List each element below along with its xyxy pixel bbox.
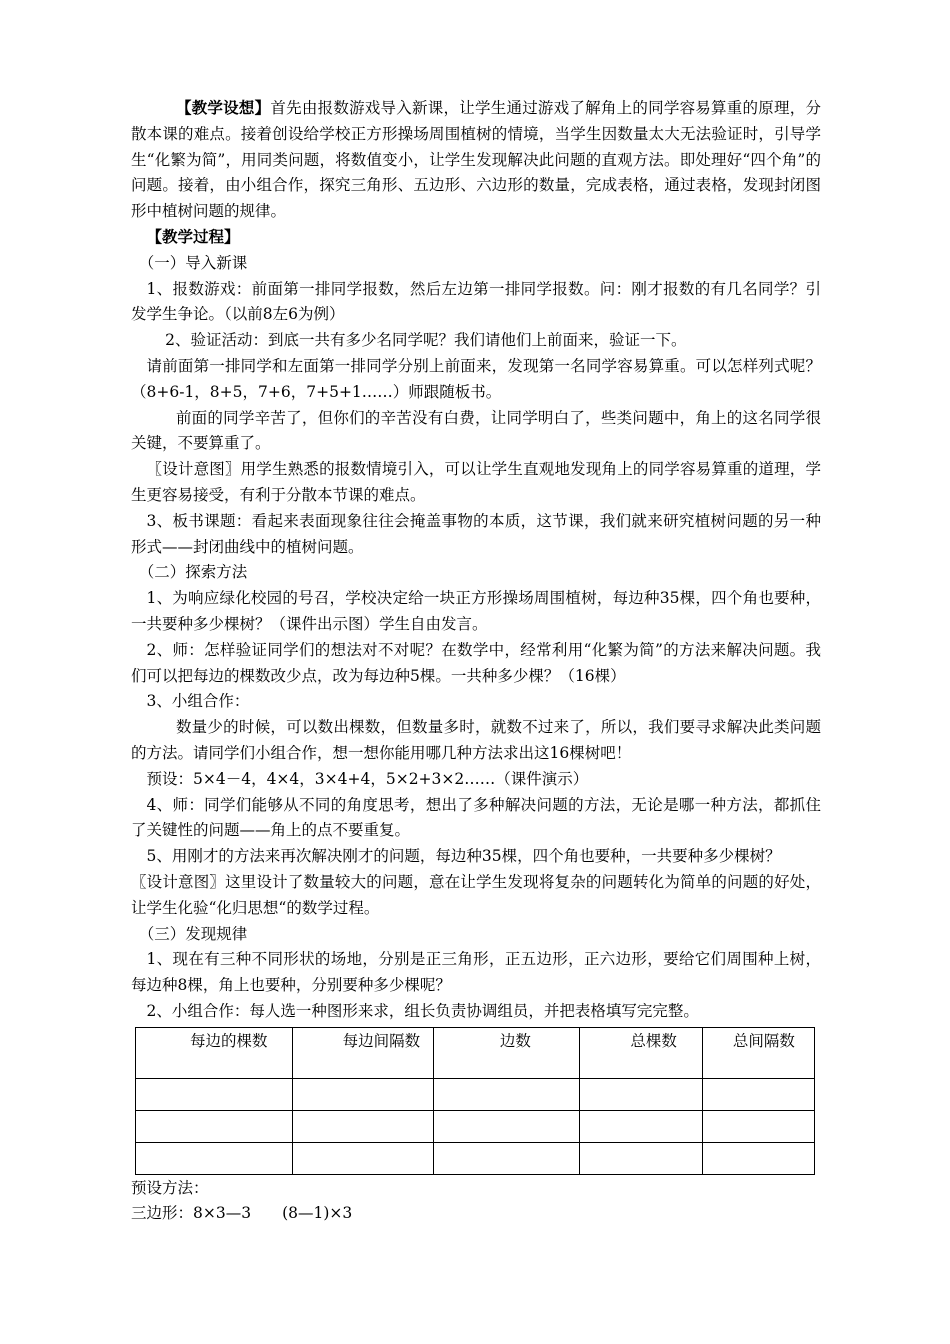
s1-paragraph-2: 2、验证活动：到底一共有多少名同学呢？我们请他们上前面来，验证一下。 xyxy=(165,331,687,350)
header-side-count: 边数 xyxy=(433,1027,579,1078)
header-per-side-gaps: 每边间隔数 xyxy=(292,1027,433,1078)
s3-paragraph-1: 1、现在有三种不同形状的场地，分别是正三角形，正五边形，正六边形，要给它们周围种上树，每边种8棵，角上也要种，分别要种多少棵呢？ xyxy=(131,950,821,995)
table-row xyxy=(136,1078,815,1110)
header-total-gaps: 总间隔数 xyxy=(702,1027,814,1078)
s2-paragraph-2: 2、师：怎样验证同学们的想法对不对呢？在数学中，经常利用“化繁为简”的方法来解决问题。我们可以把每边的棵数改少点，改为每边种5棵。一共种多少棵？（16棵） xyxy=(131,640,821,685)
s2-paragraph-1: 1、为响应绿化校园的号召，学校决定给一块正方形操场周围植树，每边种35棵，四个角也要种，一共要种多少棵树？（课件出示图）学生自由发言。 xyxy=(131,589,821,633)
header-total-count: 总棵数 xyxy=(580,1027,702,1078)
s3-paragraph-2: 2、小组合作：每人选一种图形来求，组长负责协调组员，并把表格填写完完整。 xyxy=(146,1001,699,1020)
design-text: 首先由报数游戏导入新课，让学生通过游戏了解角上的同学容易算重的原理，分散本课的难点。接着创设给学校正方形操场周围植树的情境，当学生因数量太大无法验证时，引导学生“化繁为简”，用同类问题，将数值变小，让学生发现解决此问题的直观方法。即处理好“四个角”的问题。接着，由小组合作，探究三角形、五边形、六边形的数量，完成表格，通过表格，发现封闭图形中植树问题的规律。 xyxy=(131,99,821,221)
table-row xyxy=(136,1142,815,1174)
table-cell[interactable] xyxy=(433,1142,579,1174)
s2-paragraph-4: 数量少的时候，可以数出棵数，但数量多时，就数不过来了，所以，我们要寻求解决此类问题的方法。请同学们小组合作，想一想你能用哪几种方法求出这16棵树吧！ xyxy=(131,718,821,762)
section-2-title: （二）探索方法 xyxy=(138,563,248,582)
table-cell[interactable] xyxy=(136,1078,293,1110)
table-cell[interactable] xyxy=(702,1142,814,1174)
process-title-line xyxy=(131,225,821,251)
s2-paragraph-6: 4、师：同学们能够从不同的角度思考，想出了多种解决问题的方法，无论是哪一种方法，都抓住了关键性的问题——角上的点不要重复。 xyxy=(131,795,821,840)
table-cell[interactable] xyxy=(136,1110,293,1142)
table-header-row xyxy=(136,1027,815,1078)
table-cell[interactable] xyxy=(292,1142,433,1174)
s1-paragraph-5: 3、板书课题：看起来表面现象往往会掩盖事物的本质，这节课，我们就来研究植树问题的另一种形式——封闭曲线中的植树问题。 xyxy=(131,511,821,556)
table-cell[interactable] xyxy=(433,1078,579,1110)
s2-paragraph-3: 3、小组合作： xyxy=(146,692,250,711)
design-title: 【教学设想】 xyxy=(175,99,271,117)
table-cell[interactable] xyxy=(136,1142,293,1174)
design-paragraph xyxy=(131,96,821,225)
s2-paragraph-5: 预设：5×4－4，4×4，3×4+4，5×2+3×2……（课件演示） xyxy=(146,769,589,788)
s1-design-intent: 〖设计意图〗用学生熟悉的报数情境引入，可以让学生直观地发现角上的同学容易算重的道理，学生更容易接受，有利于分散本节课的难点。 xyxy=(131,460,821,504)
triangle-method: 三边形：8×3—3 (8—1)×3 xyxy=(131,1204,353,1223)
s1-paragraph-4: 前面的同学辛苦了，但你们的辛苦没有白费，让同学明白了，些类问题中，角上的这名同学很关键，不要算重了。 xyxy=(131,408,821,453)
table-cell[interactable] xyxy=(580,1110,702,1142)
table-row xyxy=(136,1110,815,1142)
document-page xyxy=(131,96,821,1227)
section-3-title: （三）发现规律 xyxy=(138,924,248,943)
preset-title: 预设方法： xyxy=(131,1178,209,1197)
table-cell[interactable] xyxy=(580,1142,702,1174)
s1-paragraph-3: 请前面第一排同学和左面第一排同学分别上前面来，发现第一名同学容易算重。可以怎样列式呢？（8+6-1，8+5，7+6，7+5+1……）师跟随板书。 xyxy=(131,356,821,401)
table-cell[interactable] xyxy=(580,1078,702,1110)
table-cell[interactable] xyxy=(433,1110,579,1142)
table-cell[interactable] xyxy=(702,1110,814,1142)
s2-design-intent: 〖设计意图〗这里设计了数量较大的问题，意在让学生发现将复杂的问题转化为简单的问题的好处，让学生化验“化归思想“的数学过程。 xyxy=(131,872,821,917)
header-per-side-count: 每边的棵数 xyxy=(136,1027,293,1078)
worksheet-table xyxy=(135,1027,815,1175)
s1-paragraph-1: 1、报数游戏：前面第一排同学报数，然后左边第一排同学报数。问：刚才报数的有几名同学？引发学生争论。（以前8左6为例） xyxy=(131,279,821,324)
s2-paragraph-7: 5、用刚才的方法来再次解决刚才的问题，每边种35棵，四个角也要种，一共要种多少棵树？ xyxy=(146,847,781,866)
process-title: 【教学过程】 xyxy=(146,227,240,246)
section-1-title: （一）导入新课 xyxy=(138,253,248,272)
table-cell[interactable] xyxy=(292,1110,433,1142)
table-cell[interactable] xyxy=(292,1078,433,1110)
table-cell[interactable] xyxy=(702,1078,814,1110)
